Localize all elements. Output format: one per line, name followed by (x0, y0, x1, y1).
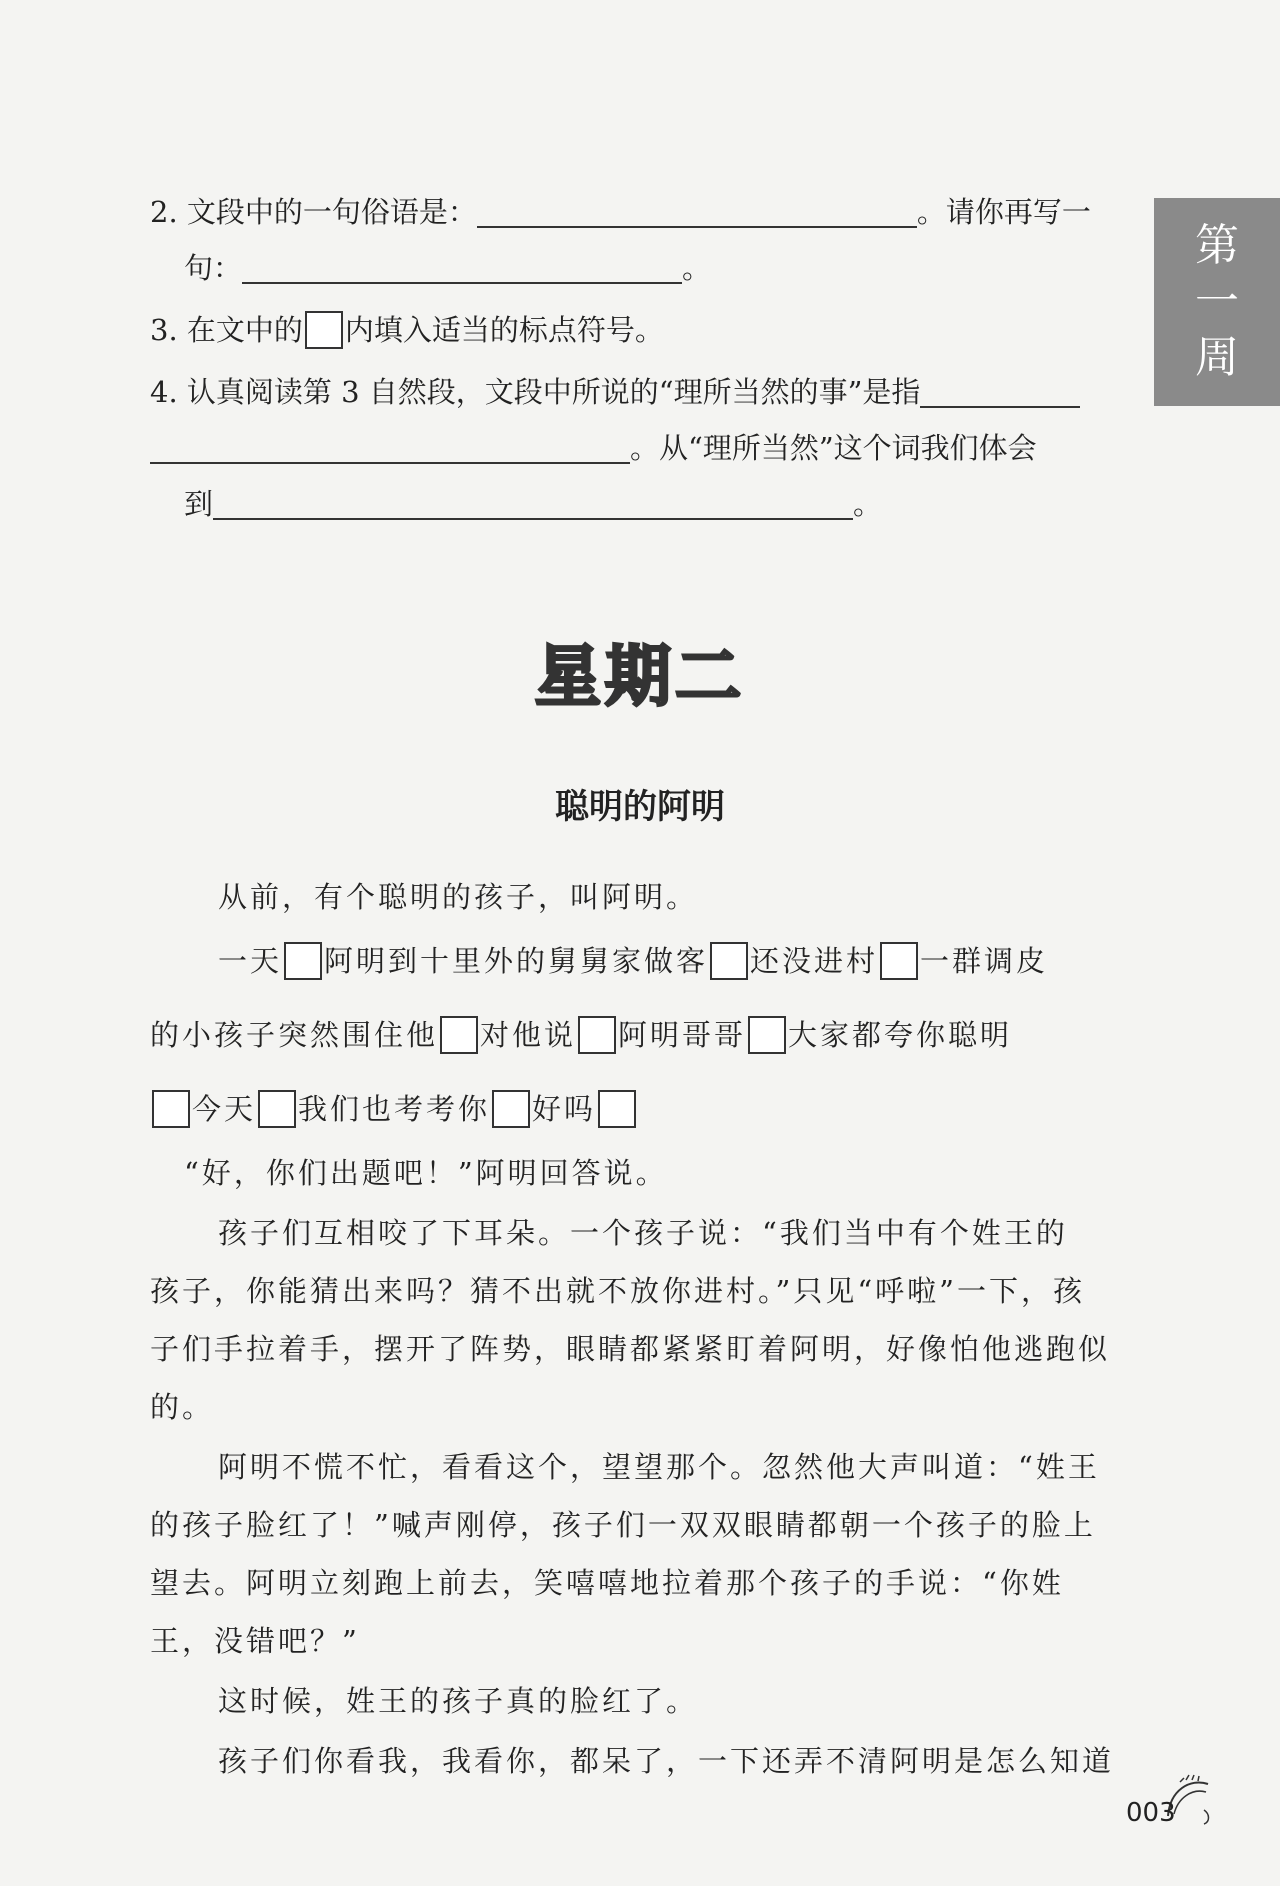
story-paragraph (150, 1736, 1114, 1786)
question-4-text-3: 到 (184, 487, 214, 521)
punctuation-box[interactable] (284, 942, 322, 980)
story-text: 一群调皮 (920, 944, 1049, 978)
week-tab-char: 第 (1195, 220, 1239, 271)
question-4-line-1 (150, 370, 1080, 414)
question-3-suffix: 内填入适当的标点符号。 (344, 313, 664, 347)
answer-blank[interactable] (920, 376, 1080, 408)
punctuation-box[interactable] (492, 1090, 530, 1128)
story-text: 孩子们互相咬了下耳朵。一个孩子说：“我们当中有个姓王的 (218, 1216, 1068, 1250)
punctuation-box[interactable] (578, 1016, 616, 1054)
story-text: 还没进村 (750, 944, 879, 978)
answer-blank[interactable] (242, 252, 682, 284)
punctuation-box[interactable] (748, 1016, 786, 1054)
story-paragraph (150, 872, 698, 922)
week-tab-char: 周 (1195, 332, 1239, 383)
question-2-text-mid: 。请你再写一 (916, 195, 1091, 229)
story-text: 王，没错吧？” (150, 1624, 360, 1658)
answer-blank[interactable] (213, 488, 853, 520)
story-text: 这时候，姓王的孩子真的脸红了。 (218, 1684, 699, 1718)
story-line (150, 1616, 360, 1666)
story-line (150, 1558, 1064, 1608)
story-text: 孩子，你能猜出来吗？猜不出就不放你进村。”只见“呼啦”一下，孩 (150, 1274, 1085, 1308)
story-line (150, 1382, 214, 1432)
punctuation-box[interactable] (598, 1090, 636, 1128)
page-number: 003 (1126, 1798, 1176, 1828)
story-line (150, 1324, 1110, 1374)
story-text: 好吗 (532, 1092, 597, 1126)
story-paragraph (150, 1676, 698, 1726)
story-text: 望去。阿明立刻跑上前去，笑嘻嘻地拉着那个孩子的手说：“你姓 (150, 1566, 1064, 1600)
story-text: 的小孩子突然围住他 (150, 1018, 439, 1052)
punctuation-box[interactable] (880, 942, 918, 980)
story-text: 阿明哥哥 (618, 1018, 747, 1052)
story-text: 对他说 (480, 1018, 577, 1052)
punctuation-box[interactable] (258, 1090, 296, 1128)
punctuation-box[interactable] (440, 1016, 478, 1054)
story-line (150, 1266, 1085, 1316)
question-4-line-3 (184, 482, 882, 526)
story-text: 我们也考考你 (298, 1092, 491, 1126)
week-tab (1154, 198, 1280, 406)
story-paragraph (150, 1442, 1100, 1492)
story-text: 阿明到十里外的舅舅家做客 (324, 944, 709, 978)
story-text: 阿明不慌不忙，看看这个，望望那个。忽然他大声叫道：“姓王 (218, 1450, 1100, 1484)
punctuation-box[interactable] (710, 942, 748, 980)
question-4-end: 。 (853, 487, 883, 521)
question-4-line-2 (150, 426, 1037, 470)
week-tab-char: 一 (1195, 276, 1239, 327)
story-paragraph (150, 936, 1048, 986)
question-3-line (150, 308, 664, 352)
story-text: 今天 (192, 1092, 257, 1126)
story-text: 子们手拉着手，摆开了阵势，眼睛都紧紧盯着阿明，好像怕他逃跑似 (150, 1332, 1111, 1366)
question-2-line-2 (184, 246, 711, 290)
story-line (150, 1010, 1012, 1060)
answer-blank[interactable] (477, 196, 917, 228)
story-paragraph (150, 1208, 1068, 1258)
story-text: 孩子们你看我，我看你，都呆了，一下还弄不清阿明是怎么知道 (218, 1744, 1115, 1778)
story-line (150, 1500, 1096, 1550)
story-text: 的孩子脸红了！”喊声刚停，孩子们一双双眼睛都朝一个孩子的脸上 (150, 1508, 1096, 1542)
story-title: 聪明的阿明 (555, 787, 725, 827)
question-4-text-mid: 。从“理所当然”这个词我们体会 (630, 431, 1037, 465)
answer-blank[interactable] (150, 432, 630, 464)
story-line (150, 1084, 638, 1134)
question-2-end: 。 (682, 251, 712, 285)
story-text: “好，你们出题吧！”阿明回答说。 (184, 1156, 668, 1190)
story-text: 大家都夸你聪明 (788, 1018, 1013, 1052)
question-3-text: 3. 在文中的 (150, 313, 303, 347)
question-2-line-1 (150, 190, 1091, 234)
day-heading: 星期二 (535, 638, 745, 715)
story-text: 从前，有个聪明的孩子，叫阿明。 (218, 880, 699, 914)
punctuation-box[interactable] (152, 1090, 190, 1128)
question-2-text-2: 句： (184, 251, 243, 285)
question-2-text: 2. 文段中的一句俗语是： (150, 195, 477, 229)
story-paragraph (150, 1148, 668, 1198)
story-text: 一天 (218, 944, 283, 978)
punctuation-box[interactable] (305, 311, 343, 349)
story-text: 的。 (150, 1390, 215, 1424)
question-4-text: 4. 认真阅读第 3 自然段，文段中所说的“理所当然的事”是指 (150, 375, 921, 409)
